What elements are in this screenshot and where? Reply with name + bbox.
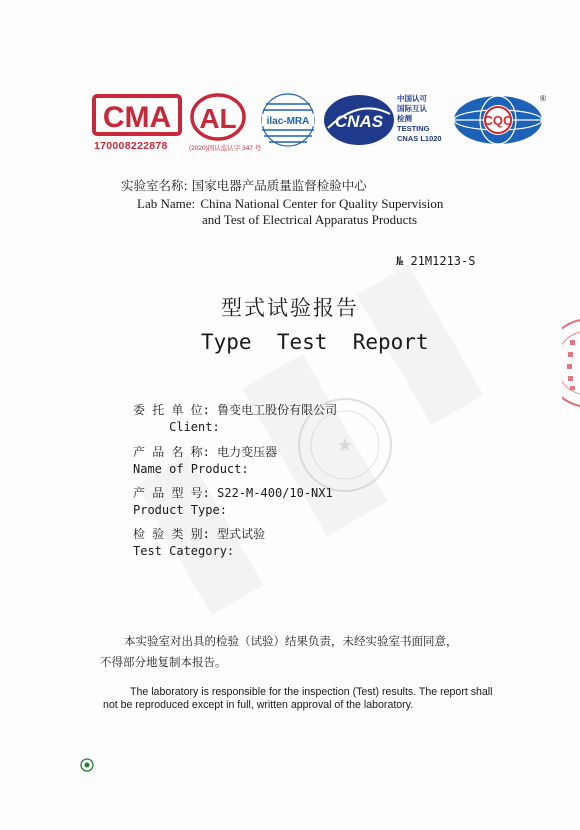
cqc-logo: [452, 92, 544, 152]
cnas-logo: [322, 92, 396, 152]
field-value-product-name: 电力变压器: [217, 445, 278, 459]
field-label-en: Product Type:: [133, 503, 227, 517]
field-value-test-category: 型式试验: [217, 527, 266, 541]
cma-number: 170008222878: [94, 140, 168, 152]
print-mark-icon: [80, 758, 94, 772]
notice-en-line1: The laboratory is responsible for the inspection (Test) results. The report shall: [130, 686, 493, 698]
field-label-en: Name of Product:: [133, 462, 249, 476]
cqc-globe-icon: [452, 92, 544, 148]
notice-en-line2: not be reproduced except in full, written approval of the laboratory.: [103, 699, 414, 711]
lab-name-en-line2: and Test of Electrical Apparatus Products: [202, 212, 418, 227]
ilac-globe-icon: [260, 92, 316, 150]
notice-cn-line2: 不得部分地复制本报告。: [100, 655, 227, 669]
field-product-type: [133, 485, 333, 519]
lab-name-en-label: Lab Name:: [137, 196, 196, 211]
field-label-cn: 产 品 型 号:: [133, 486, 210, 500]
lab-name-cn: 国家电器产品质量监督检验中心: [191, 178, 367, 193]
field-label-en: Client:: [133, 420, 220, 434]
field-label-cn: 产 品 名 称:: [133, 445, 210, 459]
notice-cn: [100, 631, 520, 673]
lab-name-en-row: [121, 195, 443, 213]
cma-mark-icon: [92, 92, 182, 138]
svg-text:CMA: CMA: [102, 101, 172, 134]
lab-name-block: [121, 177, 443, 213]
cma-logo: [92, 92, 184, 152]
svg-text:★: ★: [336, 435, 354, 456]
accreditation-logos: [92, 92, 552, 162]
ilac-mra-logo: [260, 92, 316, 154]
notice-en: [103, 686, 543, 712]
field-product-name: [133, 444, 277, 478]
field-value-product-type: S22-M-400/10-NX1: [217, 486, 333, 500]
field-label-cn: 委 托 单 位:: [133, 403, 210, 417]
report-title-cn: 型式试验报告: [221, 296, 359, 320]
report-number: № 21M1213-S: [396, 254, 476, 268]
cnas-side-text: 中国认可 国际互认 检测 TESTING CNAS L1020: [397, 94, 442, 143]
cal-mark-icon: [190, 92, 246, 142]
cal-logo: [190, 92, 250, 146]
cnas-mark-icon: [322, 92, 396, 148]
registered-mark: ®: [540, 94, 546, 103]
lab-name-cn-label: 实验室名称:: [121, 178, 188, 193]
field-client: [133, 402, 337, 436]
cal-note: (2020)国认监认字 347 号: [189, 145, 262, 152]
svg-text:CNAS: CNAS: [334, 112, 384, 131]
field-label-cn: 检 验 类 别:: [133, 527, 210, 541]
svg-text:AL: AL: [199, 103, 237, 134]
svg-text:CQC: CQC: [483, 113, 513, 128]
field-test-category: [133, 526, 265, 560]
lab-name-cn-row: [121, 177, 443, 195]
field-value-client: 鲁变电工股份有限公司: [217, 403, 338, 417]
svg-text:ilac-MRA: ilac-MRA: [266, 116, 310, 127]
edge-red-seal-icon: [562, 318, 580, 408]
report-title-en: Type Test Report: [201, 330, 429, 354]
lab-name-en-line1: China National Center for Quality Supervision: [200, 196, 444, 211]
notice-cn-line1: 本实验室对出具的检验（试验）结果负责，未经实验室书面同意，: [124, 634, 458, 648]
field-label-en: Test Category:: [133, 544, 235, 558]
